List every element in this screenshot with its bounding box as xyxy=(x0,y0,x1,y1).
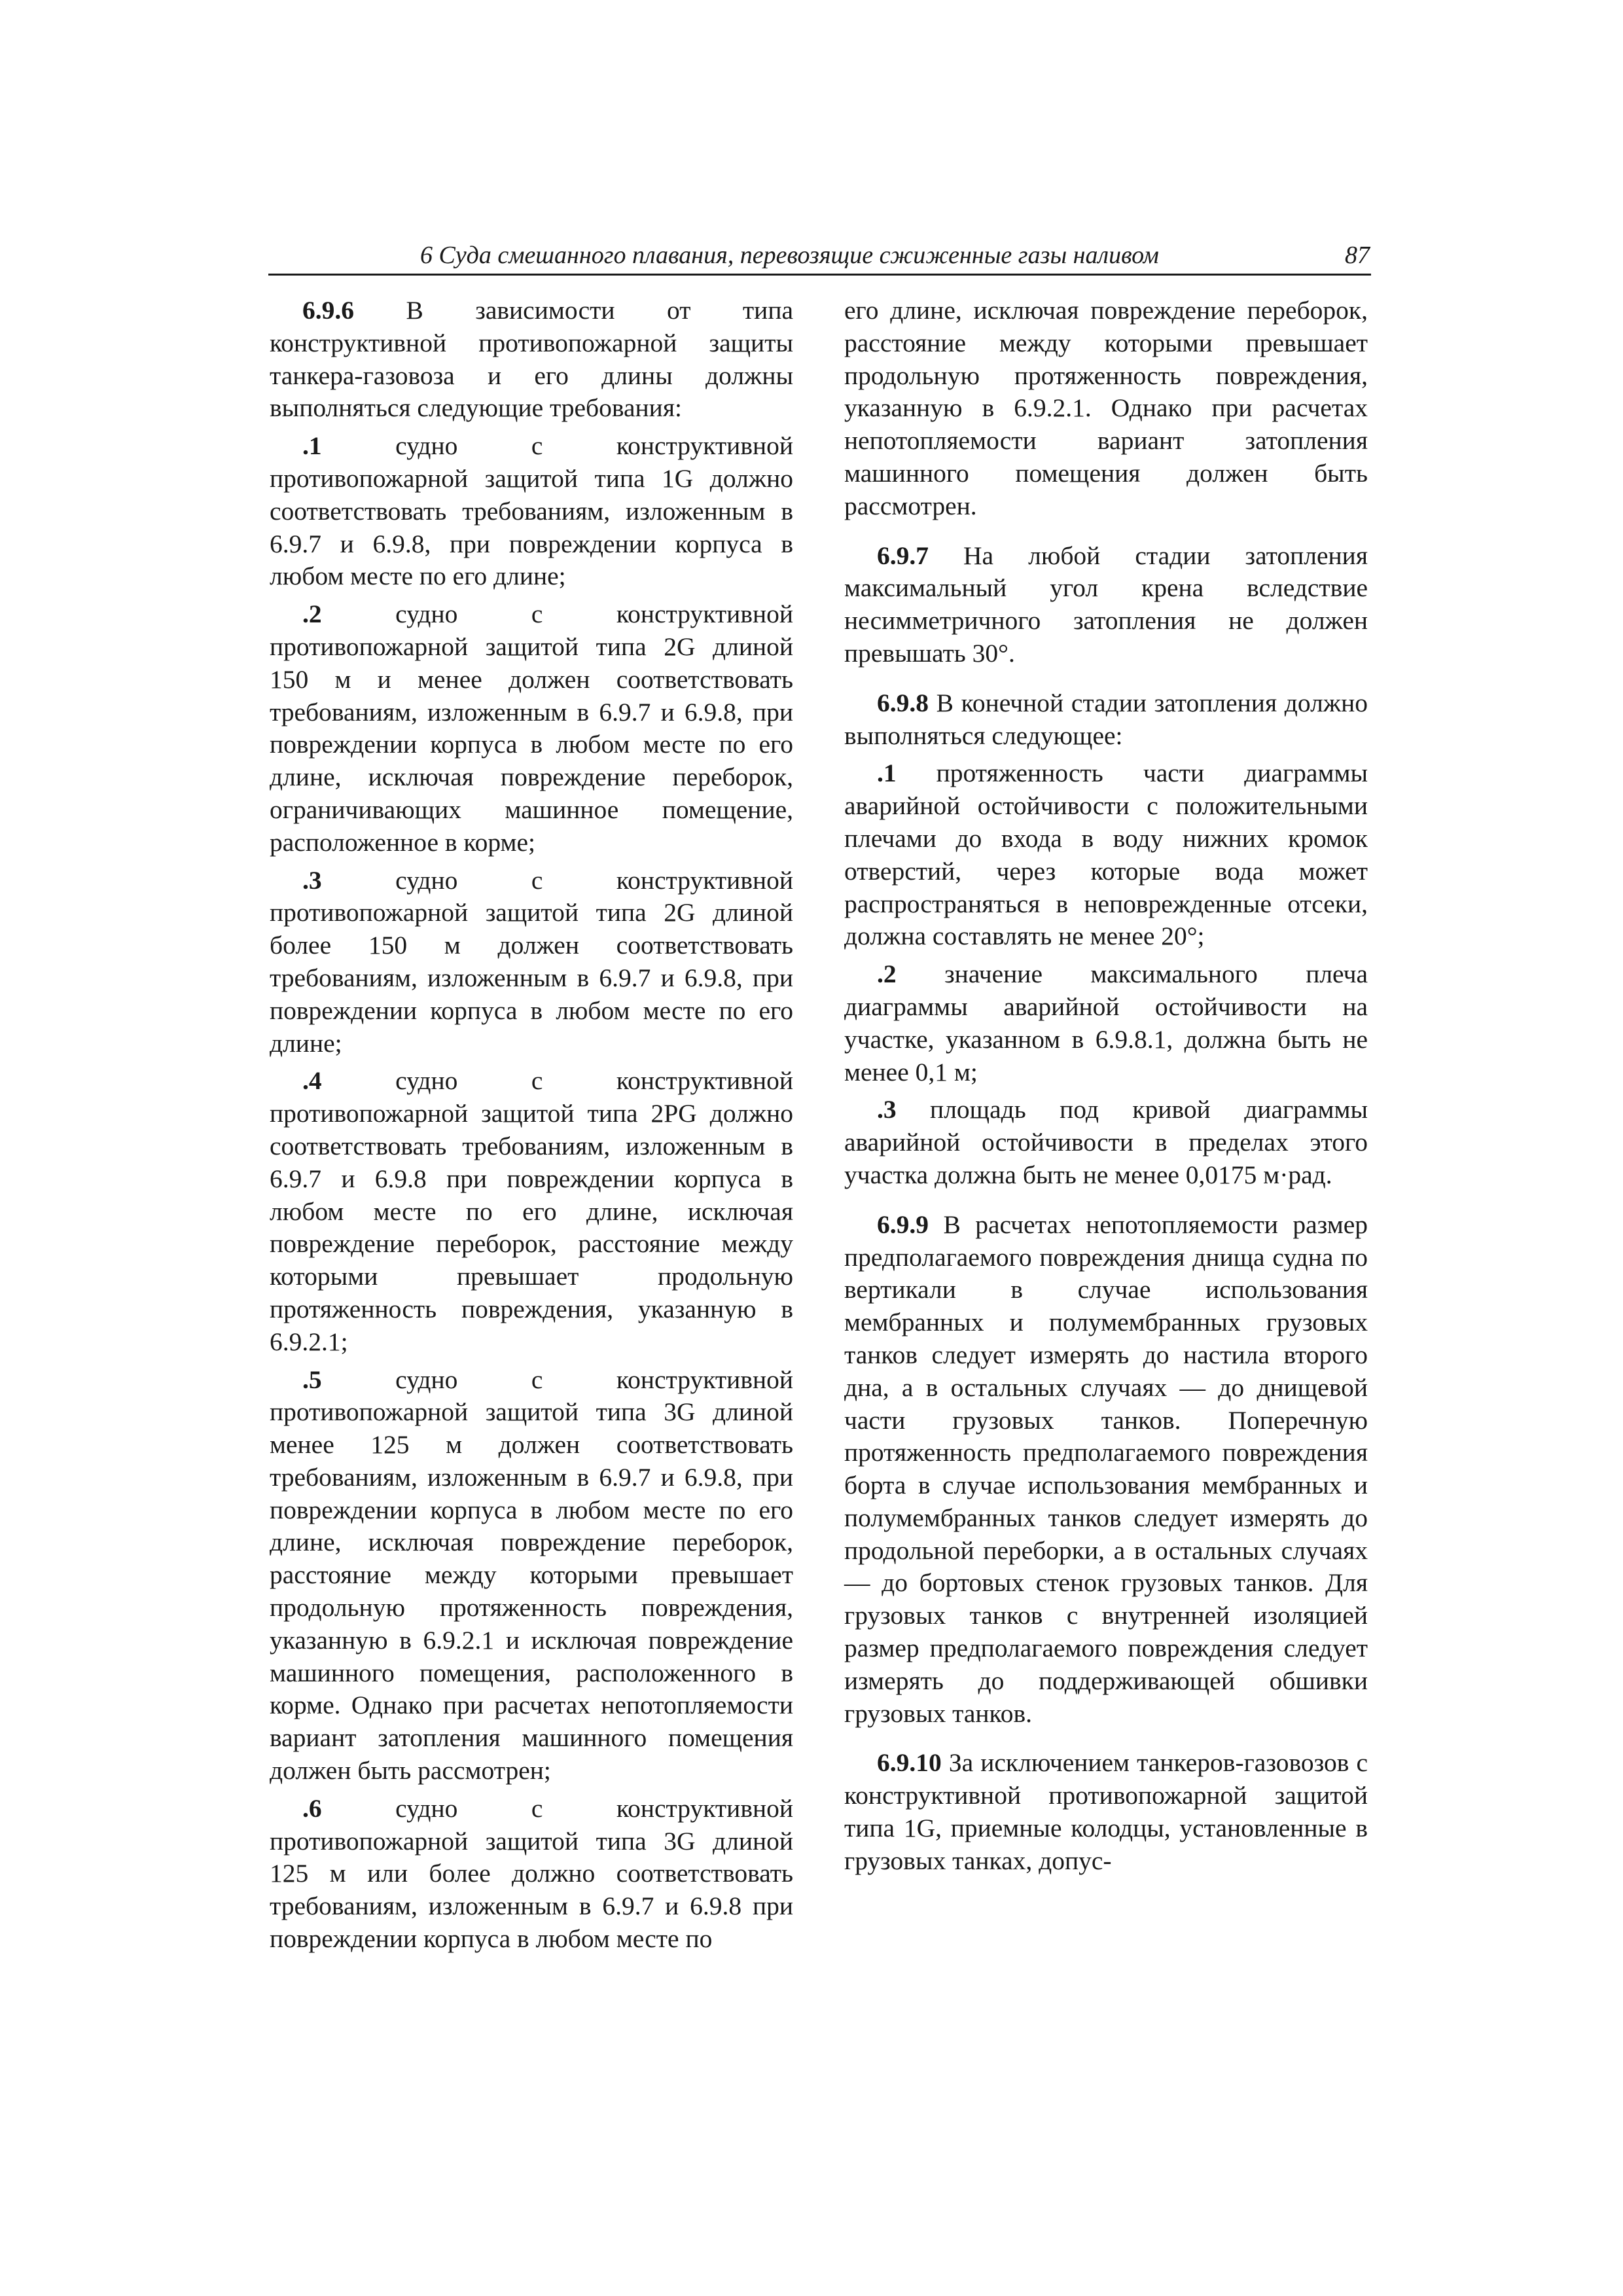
item-text: судно с конструктивной противопожарной защитой типа 2G длиной более 150 м должен соответствовать требованиям, изложенным в 6.9.7 и 6.9.8, при повреждении корпуса в любом месте по его длине; xyxy=(270,865,793,1058)
item-number: .2 xyxy=(302,600,322,629)
item-text: судно с конструктивной противопожарной защитой типа 1G должно соответствовать требованиям, изложенным в 6.9.7 и 6.9.8, при повреждении корпуса в любом месте по его длине; xyxy=(270,431,793,591)
item-number: .5 xyxy=(302,1365,322,1394)
item-text: площадь под кривой диаграммы аварийной остойчивости в пределах этого участка должна быть не менее 0,0175 м·рад. xyxy=(844,1095,1368,1189)
list-item-2 xyxy=(844,958,1368,1088)
list-item-2 xyxy=(270,598,793,859)
item-text: судно с конструктивной противопожарной защитой типа 2PG должно соответствовать требованиям, изложенным в 6.9.7 и 6.9.8 при повреждении корпуса в любом месте по его длине, исключая повреждение переборок, расстояние между которыми превышает продольную протяженность повреждения, указанную в 6.9.2.1; xyxy=(270,1066,793,1356)
list-item-3 xyxy=(844,1094,1368,1191)
page-header xyxy=(268,240,1371,276)
item-number: .4 xyxy=(302,1066,322,1096)
item-number: .3 xyxy=(302,865,322,895)
item-number: .1 xyxy=(302,431,322,461)
item-number: .3 xyxy=(877,1095,897,1124)
list-item-3 xyxy=(270,865,793,1060)
item-text: судно с конструктивной противопожарной защитой типа 2G длиной 150 м и менее должен соответствовать требованиям, изложенным в 6.9.7 и 6.9.8, при повреждении корпуса в любом месте по его длине, исключая повреждение переборок, ограничивающих машинное помещение, расположенное в корме; xyxy=(270,600,793,857)
item-number: .6 xyxy=(302,1793,322,1823)
item-text: судно с конструктивной противопожарной защитой типа 3G длиной менее 125 м должен соответствовать требованиям, изложенным в 6.9.7 и 6.9.8, при повреждении корпуса в любом месте по его длине, исключая повреждение переборок, расстояние между которыми превышает продольную протяженность повреждения, указанную в 6.9.2.1 и исключая повреждение машинного помещения, расположенного в корме. Однако при расчетах непотопляемости вариант затопления машинного помещения должен быть рассмотрен; xyxy=(270,1365,793,1785)
list-item-6 xyxy=(270,1793,793,1956)
left-column xyxy=(270,295,793,1956)
item-number: .1 xyxy=(877,759,897,788)
clause-number: 6.9.7 xyxy=(877,541,929,570)
clause-text: В конечной стадии затопления должно выполняться следующее: xyxy=(844,688,1368,750)
clause-text: В зависимости от типа конструктивной противопожарной защиты танкера-газовоза и его длины должны выполняться следующие требования: xyxy=(270,296,793,423)
clause-text: За исключением танкеров-газовозов с конструктивной противопожарной защитой типа 1G, приемные колодцы, установленные в грузовых танках, допус- xyxy=(844,1748,1368,1875)
clause-text: В расчетах непотопляемости размер предполагаемого повреждения днища судна по вертикали в случае использования мембранных и полумембранных грузовых танков следует измерять до настила второго дна, а в остальных случаях — до днищевой части грузовых танков. Поперечную протяженность предполагаемого повреждения борта в случае использования мембранных и полумембранных танков следует измерять до продольной переборки, а в остальных случаях — до бортовых стенок грузовых танков. Для грузовых танков с внутренней изоляцией размер предполагаемого повреждения следует измерять до поддерживающей обшивки грузовых танков. xyxy=(844,1210,1368,1728)
page-number: 87 xyxy=(1345,242,1370,269)
item-text: судно с конструктивной противопожарной защитой типа 3G длиной 125 м или более должно соответствовать требованиям, изложенным в 6.9.7 и 6.9.8 при повреждении корпуса в любом месте по xyxy=(270,1793,793,1954)
clause-number: 6.9.9 xyxy=(877,1210,929,1239)
item-text: значение максимального плеча диаграммы аварийной остойчивости на участке, указанном в 6.9.8.1, должна быть не менее 0,1 м; xyxy=(844,960,1368,1086)
paragraph-6-9-9 xyxy=(844,1209,1368,1731)
running-title: 6 Суда смешанного плавания, перевозящие сжиженные газы наливом xyxy=(420,242,1159,269)
clause-text: его длине, исключая повреждение переборок, расстояние между которыми превышает продольную протяженность повреждения, указанную в 6.9.2.1. Однако при расчетах непотопляемости вариант затопления машинного помещения должен быть рассмотрен. xyxy=(844,296,1368,520)
clause-number: 6.9.10 xyxy=(877,1748,942,1778)
paragraph-6-9-6 xyxy=(270,295,793,425)
clause-number: 6.9.6 xyxy=(302,296,354,325)
list-item-1 xyxy=(270,430,793,593)
right-column xyxy=(844,295,1368,1878)
paragraph-6-9-10 xyxy=(844,1747,1368,1877)
list-item-1 xyxy=(844,757,1368,953)
continued-paragraph xyxy=(844,295,1368,523)
list-item-5 xyxy=(270,1364,793,1787)
paragraph-6-9-8 xyxy=(844,687,1368,753)
item-text: протяженность части диаграммы аварийной остойчивости с положительными плечами до входа в воду нижних кромок отверстий, через которые вода может распространяться в неповрежденные отсеки, должна составлять не менее 20°; xyxy=(844,759,1368,951)
clause-number: 6.9.8 xyxy=(877,688,929,717)
clause-text: На любой стадии затопления максимальный угол крена вследствие несимметричного затопления не должен превышать 30°. xyxy=(844,541,1368,668)
list-item-4 xyxy=(270,1065,793,1358)
paragraph-6-9-7 xyxy=(844,540,1368,670)
item-number: .2 xyxy=(877,960,897,989)
